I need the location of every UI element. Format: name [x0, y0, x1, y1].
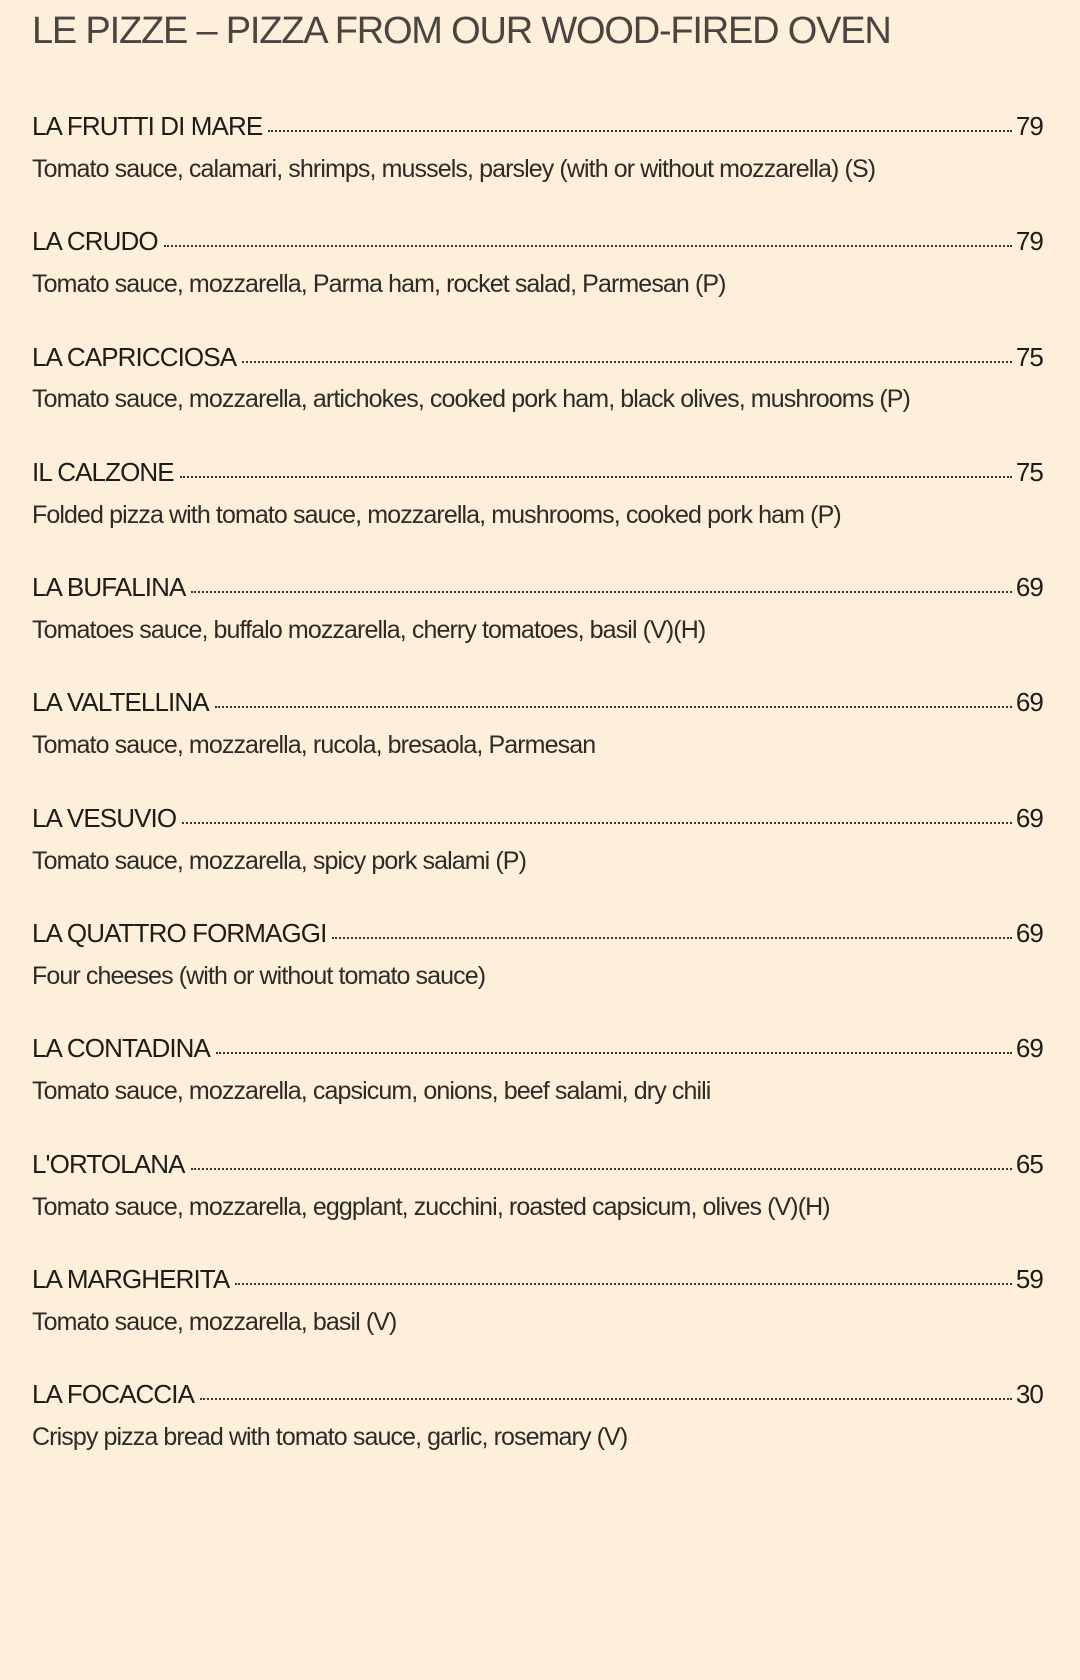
menu-item-description: Tomato sauce, mozzarella, spicy pork salami (P) — [32, 846, 526, 875]
menu-item — [32, 343, 1043, 458]
menu-item-header — [32, 919, 1043, 949]
dot-leader — [215, 706, 1012, 708]
menu-item — [32, 919, 1043, 1034]
menu-item-description: Crispy pizza bread with tomato sauce, garlic, rosemary (V) — [32, 1423, 628, 1452]
menu-item-description: Tomato sauce, mozzarella, Parma ham, rocket salad, Parmesan (P) — [32, 270, 726, 299]
dot-leader — [191, 591, 1011, 593]
menu-item-price: 79 — [1015, 226, 1043, 257]
menu-item-price: 59 — [1015, 1263, 1043, 1294]
menu-list — [32, 112, 1043, 1496]
menu-item-price: 75 — [1015, 456, 1043, 487]
menu-item — [32, 688, 1043, 803]
menu-item-name: LA FRUTTI DI MARE — [32, 111, 263, 141]
menu-item — [32, 1265, 1043, 1380]
menu-item-description: Folded pizza with tomato sauce, mozzarella, mushrooms, cooked pork ham (P) — [32, 500, 841, 529]
menu-item-name: LA QUATTRO FORMAGGI — [32, 918, 327, 949]
menu-item-name: LA VESUVIO — [32, 802, 177, 833]
menu-item — [32, 804, 1043, 919]
menu-item-name: IL CALZONE — [32, 456, 174, 487]
menu-item-description: Tomato sauce, mozzarella, eggplant, zucchini, roasted capsicum, olives (V)(H) — [32, 1192, 830, 1221]
menu-item — [32, 227, 1043, 342]
menu-item-header — [32, 1380, 1043, 1410]
menu-item-description: Tomato sauce, calamari, shrimps, mussels, parsley (with or without mozzarella) (S) — [32, 154, 876, 183]
menu-item-header — [32, 1034, 1043, 1064]
menu-item — [32, 458, 1043, 573]
menu-item-price: 75 — [1015, 341, 1043, 372]
menu-item — [32, 1380, 1043, 1495]
menu-item — [32, 1034, 1043, 1149]
menu-item — [32, 1150, 1043, 1265]
menu-item-name: L'ORTOLANA — [32, 1148, 185, 1179]
menu-item-price: 69 — [1015, 572, 1043, 603]
dot-leader — [332, 937, 1011, 939]
menu-item-header — [32, 804, 1043, 834]
dot-leader — [216, 1052, 1012, 1054]
dot-leader — [242, 361, 1012, 363]
menu-item — [32, 112, 1043, 227]
menu-item-header — [32, 343, 1043, 373]
menu-title: LE PIZZE – PIZZA FROM OUR WOOD-FIRED OVEN — [32, 10, 891, 52]
menu-item-description: Tomato sauce, mozzarella, capsicum, onions, beef salami, dry chili — [32, 1077, 711, 1106]
dot-leader — [235, 1283, 1012, 1285]
menu-item-name: LA CAPRICCIOSA — [32, 341, 237, 372]
menu-item-header — [32, 458, 1043, 488]
menu-item-price: 69 — [1015, 1033, 1043, 1064]
menu-item-name: LA CONTADINA — [32, 1033, 210, 1064]
menu-item-name: LA BUFALINA — [32, 572, 186, 603]
dot-leader — [200, 1398, 1012, 1400]
dot-leader — [191, 1168, 1012, 1170]
menu-item-name: LA CRUDO — [32, 226, 158, 257]
menu-item-description: Four cheeses (with or without tomato sauce) — [32, 961, 486, 990]
menu-item-header — [32, 227, 1043, 257]
menu-item-name: LA FOCACCIA — [32, 1379, 195, 1410]
menu-item-price: 69 — [1015, 687, 1043, 718]
menu-item-description: Tomato sauce, mozzarella, basil (V) — [32, 1307, 397, 1336]
dot-leader — [180, 476, 1012, 478]
menu-item-name: LA MARGHERITA — [32, 1263, 230, 1294]
menu-item-header — [32, 573, 1043, 603]
menu-item-header — [32, 112, 1043, 142]
dot-leader — [268, 130, 1012, 132]
menu-item — [32, 573, 1043, 688]
menu-item-name: LA VALTELLINA — [32, 687, 209, 718]
dot-leader — [182, 822, 1012, 824]
menu-item-header — [32, 1150, 1043, 1180]
menu-item-price: 30 — [1015, 1379, 1043, 1410]
menu-item-price: 69 — [1015, 918, 1043, 949]
dot-leader — [164, 245, 1012, 247]
menu-item-description: Tomatoes sauce, buffalo mozzarella, cherry tomatoes, basil (V)(H) — [32, 616, 706, 645]
menu-item-price: 69 — [1015, 802, 1043, 833]
menu-item-description: Tomato sauce, mozzarella, artichokes, cooked pork ham, black olives, mushrooms (P) — [32, 385, 910, 414]
menu-item-header — [32, 688, 1043, 718]
menu-item-header — [32, 1265, 1043, 1295]
menu-item-price: 65 — [1015, 1148, 1043, 1179]
menu-item-price: 79 — [1015, 111, 1043, 141]
menu-item-description: Tomato sauce, mozzarella, rucola, bresaola, Parmesan — [32, 731, 596, 760]
